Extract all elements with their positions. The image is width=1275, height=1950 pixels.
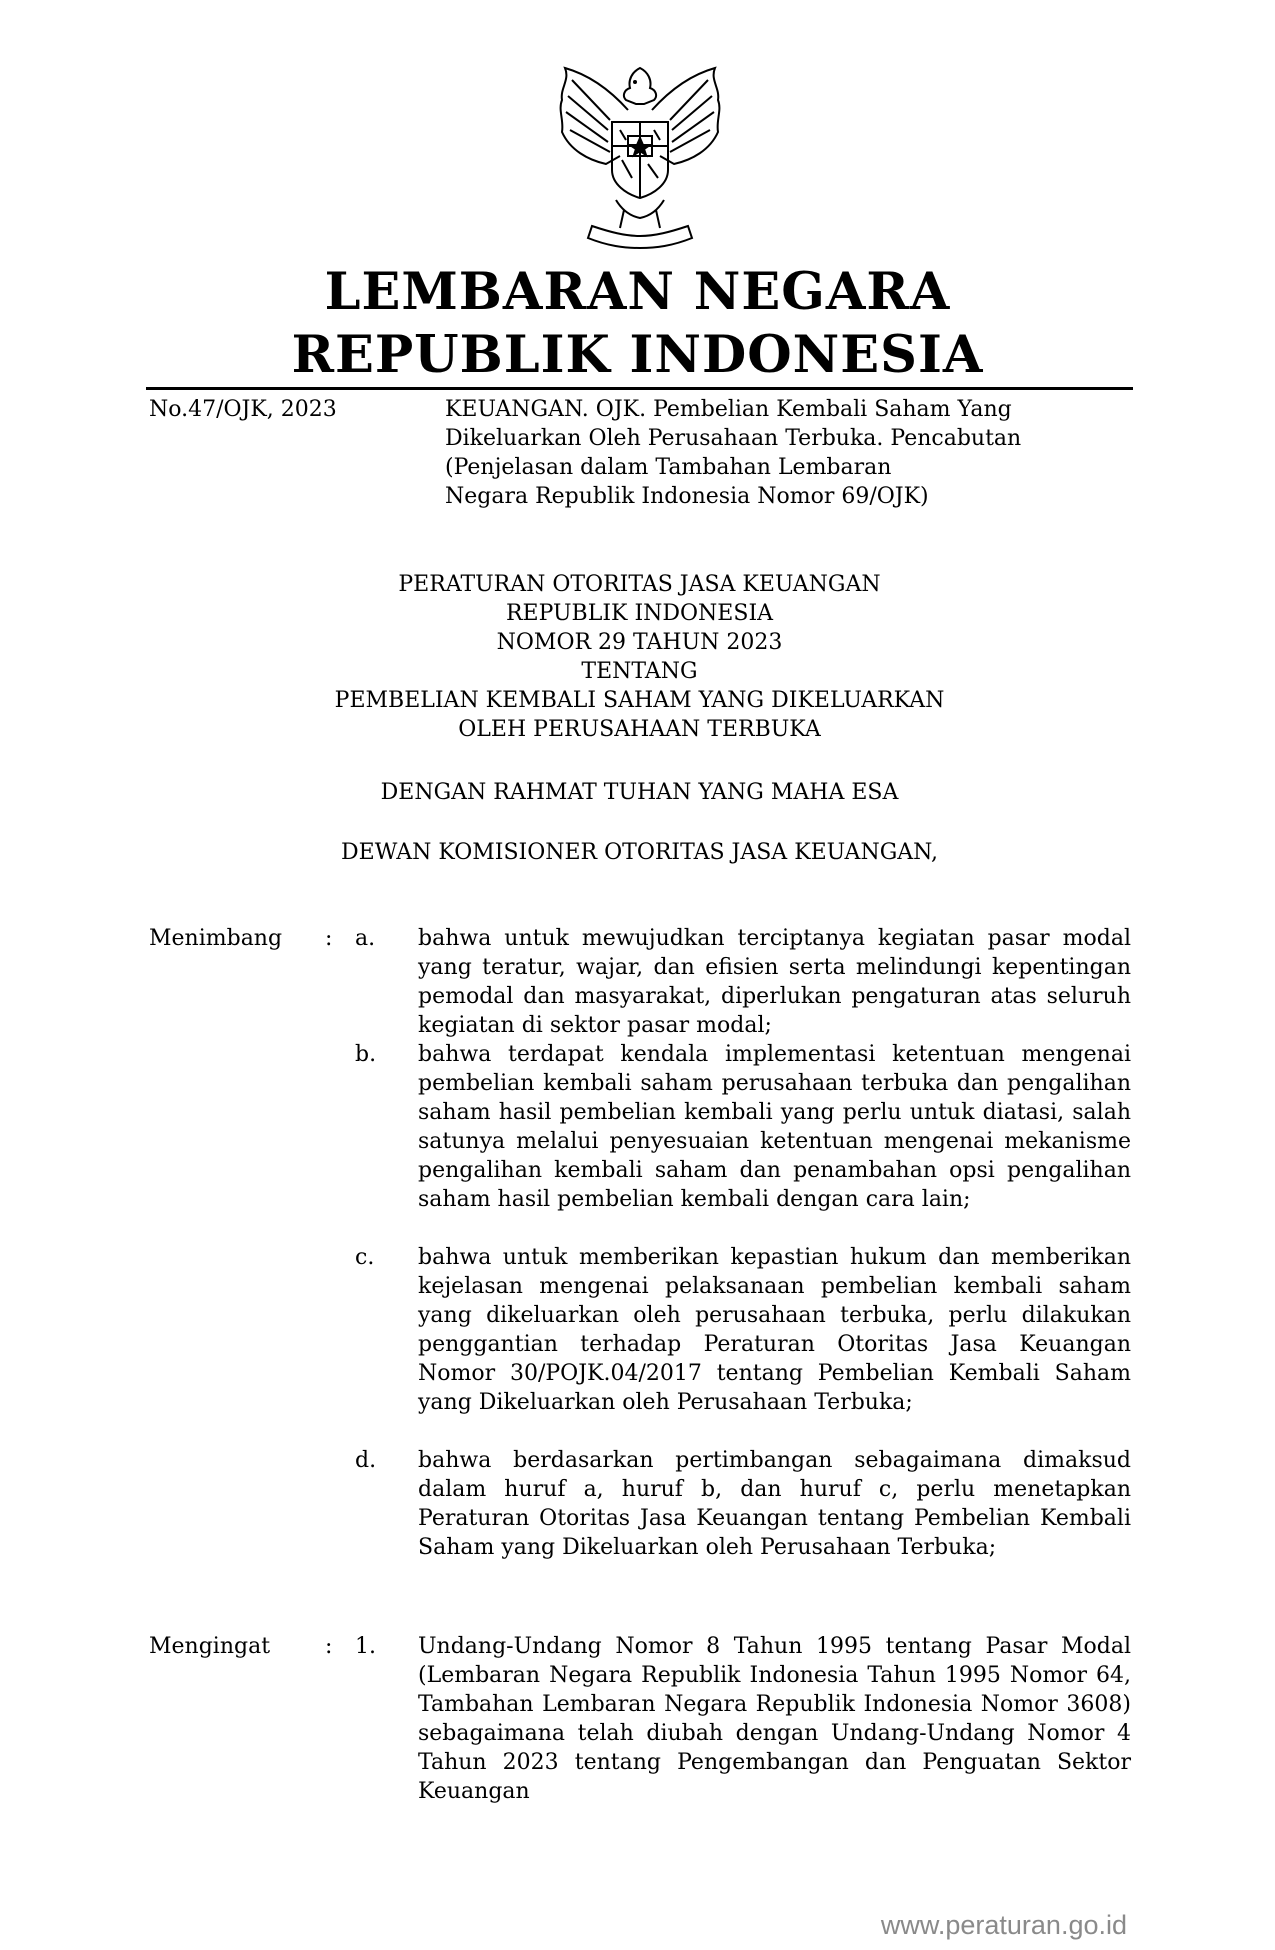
regulation-title-line: PERATURAN OTORITAS JASA KEUANGAN [398,572,881,597]
garuda-emblem-icon [540,60,740,250]
summary-line: Negara Republik Indonesia Nomor 69/OJK) [445,484,929,509]
summary-line: KEUANGAN. OJK. Pembelian Kembali Saham Yang [445,397,1012,422]
mengingat-label: Mengingat [149,1634,271,1659]
menimbang-item-d: bahwa berdasarkan pertimbangan sebagaimana dimaksud dalam huruf a, huruf b, dan huruf c, perlu menetapkan Peraturan Otoritas Jasa Keuangan tentang Pembelian Kembali Saham yang Dikeluarkan oleh Perusahaan Terbuka; [418,1448,1131,1560]
issuer: DEWAN KOMISIONER OTORITAS JASA KEUANGAN, [341,840,938,865]
menimbang-colon: : [325,926,333,951]
regulation-title-line: OLEH PERUSAHAAN TERBUKA [458,717,821,742]
invocation: DENGAN RAHMAT TUHAN YANG MAHA ESA [380,780,899,805]
menimbang-item-a: bahwa untuk mewujudkan terciptanya kegiatan pasar modal yang teratur, wajar, dan efisien serta melindungi kepentingan pemodal dan masyarakat, diperlukan pengaturan atas seluruh kegiatan di sektor pasar modal; [418,926,1131,1038]
header-divider [146,387,1133,390]
regulation-title-line: REPUBLIK INDONESIA [505,601,774,626]
item-marker: c. [355,1245,375,1270]
regulation-title-line: PEMBELIAN KEMBALI SAHAM YANG DIKELUARKAN [334,688,945,713]
summary-line: (Penjelasan dalam Tambahan Lembaran [445,455,892,480]
menimbang-item-b: bahwa terdapat kendala implementasi ketentuan mengenai pembelian kembali saham perusahaan terbuka dan pengalihan saham hasil pembelian kembali yang perlu untuk diatasi, salah satunya melalui penyesuaian ketentuan mengenai mekanisme pengalihan kembali saham dan penambahan opsi pengalihan saham hasil pembelian kembali dengan cara lain; [418,1042,1131,1212]
menimbang-label: Menimbang [149,926,283,951]
gazette-title-line1: LEMBARAN NEGARA [324,262,951,322]
item-marker: a. [355,926,376,951]
item-marker: b. [355,1042,377,1067]
gazette-summary [445,395,1145,511]
item-marker: 1. [355,1634,376,1659]
summary-line: Dikeluarkan Oleh Perusahaan Terbuka. Pencabutan [445,426,1022,451]
menimbang-item-c: bahwa untuk memberikan kepastian hukum dan memberikan kejelasan mengenai pelaksanaan pembelian kembali saham yang dikeluarkan oleh perusahaan terbuka, perlu dilakukan penggantian terhadap Peraturan Otoritas Jasa Keuangan Nomor 30/POJK.04/2017 tentang Pembelian Kembali Saham yang Dikeluarkan oleh Perusahaan Terbuka; [418,1245,1131,1415]
regulation-title-line: NOMOR 29 TAHUN 2023 [496,630,783,655]
gazette-title-line2: REPUBLIK INDONESIA [291,325,984,385]
gazette-number: No.47/OJK, 2023 [149,397,337,422]
item-marker: d. [355,1448,377,1473]
regulation-title-line: TENTANG [581,659,698,684]
footer-url: www.peraturan.go.id [880,1910,1127,1940]
mengingat-item-1: Undang-Undang Nomor 8 Tahun 1995 tentang Pasar Modal (Lembaran Negara Republik Indonesia Tahun 1995 Nomor 64, Tambahan Lembaran Negara Republik Indonesia Nomor 3608) sebagaimana telah diubah dengan Undang-Undang Nomor 4 Tahun 2023 tentang Pengembangan dan Penguatan Sektor Keuangan [418,1634,1131,1804]
mengingat-colon: : [325,1634,333,1659]
regulation-title [146,570,1133,744]
